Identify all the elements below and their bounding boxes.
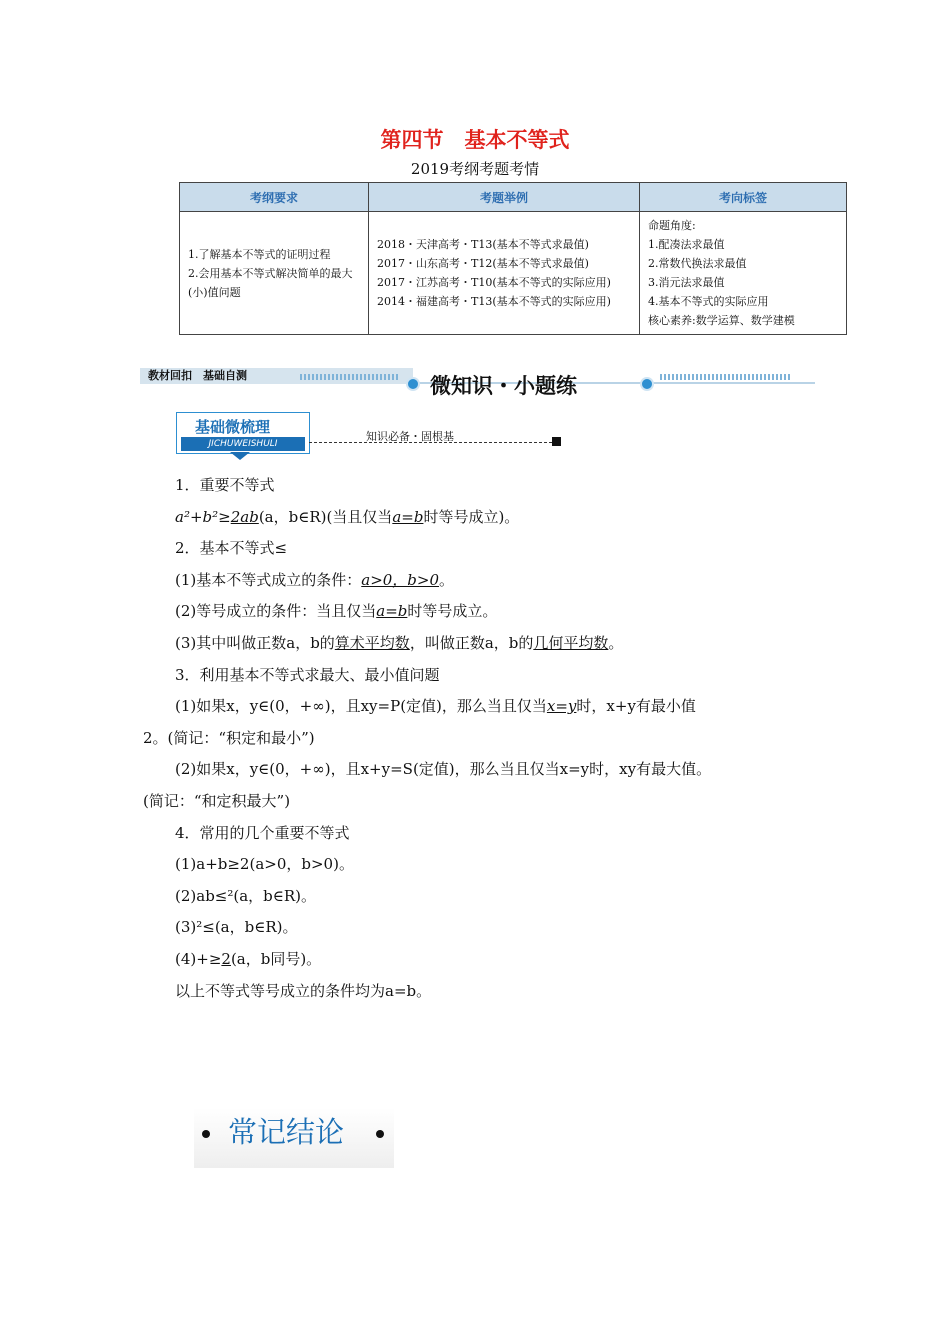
underlined-answer: a=b <box>392 507 424 526</box>
paragraph: (2)ab≤²(a，b∈R)。 <box>175 886 317 905</box>
heading: 3．利用基本不等式求最大、最小值问题 <box>175 665 440 684</box>
table-cell-requirements <box>180 212 369 335</box>
table-cell-tags <box>640 212 847 335</box>
text-span: 。 <box>439 570 455 589</box>
underlined-answer: x=y <box>546 697 577 716</box>
list-item: 2017・山东高考・T12(基本不等式求最值) <box>377 257 589 270</box>
text-span: a²+b²≥ <box>175 507 231 526</box>
table-row <box>180 212 847 335</box>
bullet-dot-icon <box>202 1130 210 1138</box>
list-item: 1.了解基本不等式的证明过程 <box>188 247 331 261</box>
section-subtitle: 知识必备・固根基 <box>366 430 454 443</box>
underlined-answer: 2ab <box>230 507 259 526</box>
text-span: (a，b同号)。 <box>230 949 322 968</box>
list-item: 2018・天津高考・T13(基本不等式求最值) <box>377 238 589 251</box>
banner-stripes <box>660 374 790 380</box>
section-title: 基础微梳理 <box>195 418 271 436</box>
heading: 2．基本不等式≤ <box>175 539 288 558</box>
banner-left-label: 教材回扣 基础自测 <box>140 368 413 384</box>
underlined-answer: 几何平均数 <box>533 633 609 652</box>
text-span: (1)如果x，y∈(0，+∞)，且xy=P(定值)，那么当且仅当 <box>175 697 547 716</box>
underlined-answer: a>0，b>0 <box>361 570 440 589</box>
list-item: 2.会用基本不等式解决简单的最大(小)值问题 <box>188 266 353 299</box>
paragraph: 以上不等式等号成立的条件均为a=b。 <box>175 981 432 1000</box>
paragraph: (2)如果x，y∈(0，+∞)，且x+y=S(定值)，那么当且仅当x=y时，xy有最大值。 <box>175 760 712 779</box>
paragraph: (1)a+b≥2(a>0，b>0)。 <box>175 855 354 874</box>
triangle-down-icon <box>230 452 250 460</box>
bullet-dot-icon <box>640 377 654 391</box>
paragraph <box>143 596 823 628</box>
list-item: 1.配凑法求最值 <box>648 238 725 251</box>
text-span: 时等号成立)。 <box>423 507 520 526</box>
table-header: 考纲要求 <box>180 183 369 212</box>
section-header <box>176 412 566 460</box>
heading: 1．重要不等式 <box>175 476 275 494</box>
text-span: 时，x+y有最小值 <box>576 697 696 716</box>
list-item: 4.基本不等式的实际应用 <box>648 295 769 308</box>
exam-table <box>179 182 847 335</box>
text-span: ，叫做正数a，b的 <box>409 633 534 652</box>
list-item: 2017・江苏高考・T10(基本不等式的实际应用) <box>377 276 611 289</box>
bullet-dot-icon <box>406 377 420 391</box>
content-body <box>143 470 823 1007</box>
text-span: (a，b∈R)(当且仅当 <box>258 507 393 526</box>
text-span: 时等号成立。 <box>407 602 498 621</box>
text-span: (2)等号成立的条件：当且仅当 <box>175 602 377 621</box>
text-span: 。 <box>608 633 624 652</box>
paragraph: (3)²≤(a，b∈R)。 <box>175 918 298 937</box>
paragraph <box>143 502 823 534</box>
square-icon <box>552 437 561 446</box>
list-item: 2.常数代换法求最值 <box>648 257 747 270</box>
table-cell-examples <box>369 212 640 335</box>
table-header: 考向标签 <box>640 183 847 212</box>
paragraph: 2。(简记：“积定和最小”) <box>143 728 315 747</box>
conclusion-tag <box>194 1108 394 1168</box>
section-title-box <box>176 412 310 454</box>
paragraph: (简记：“和定积最大”) <box>143 791 291 810</box>
table-header-row <box>180 183 847 212</box>
paragraph <box>143 628 823 660</box>
list-item: 核心素养:数学运算、数学建模 <box>648 314 795 327</box>
page-title: 第四节 基本不等式 <box>380 128 570 152</box>
underlined-answer: 2 <box>221 949 231 968</box>
text-span: (1)基本不等式成立的条件： <box>175 570 362 589</box>
underlined-answer: 算术平均数 <box>334 633 410 652</box>
text-span: (4)+≥ <box>175 949 222 968</box>
underlined-answer: a=b <box>376 602 408 621</box>
paragraph <box>143 944 823 976</box>
bullet-dot-icon <box>376 1130 384 1138</box>
heading: 4．常用的几个重要不等式 <box>175 823 350 842</box>
section-pinyin: JICHUWEISHULI <box>181 437 305 451</box>
banner-stripes <box>300 374 400 380</box>
list-item: 2014・福建高考・T13(基本不等式的实际应用) <box>377 295 611 308</box>
list-item: 命题角度: <box>648 219 696 232</box>
paragraph <box>143 691 823 723</box>
conclusion-title: 常记结论 <box>228 1115 345 1149</box>
section-banner <box>140 368 815 404</box>
text-span: (3)其中叫做正数a，b的 <box>175 633 335 652</box>
paragraph <box>143 565 823 597</box>
list-item: 3.消元法求最值 <box>648 276 725 289</box>
table-header: 考题举例 <box>369 183 640 212</box>
page-subtitle: 2019考纲考题考情 <box>410 160 540 178</box>
banner-title: 微知识・小题练 <box>430 373 577 398</box>
